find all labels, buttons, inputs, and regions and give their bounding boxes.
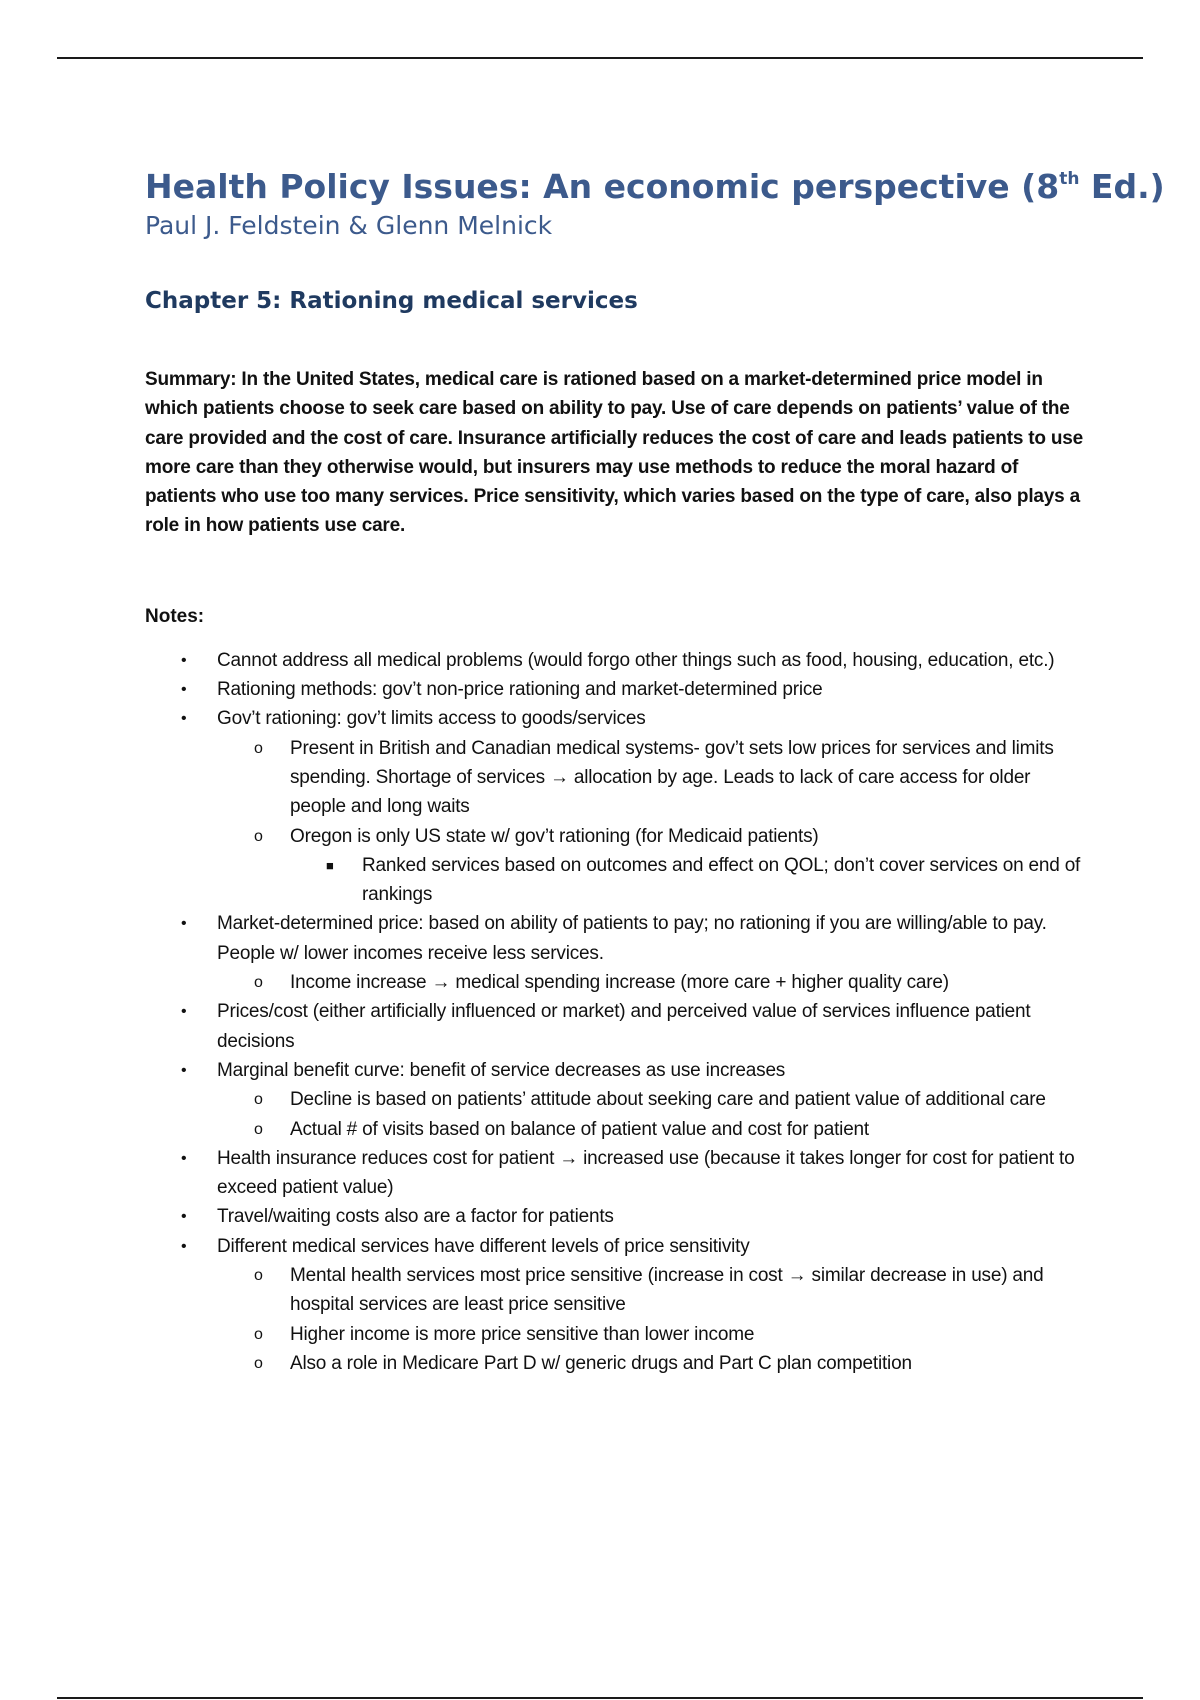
square-marker: ■ xyxy=(326,857,334,873)
bullet-marker: • xyxy=(181,1149,187,1167)
list-item-text: Marginal benefit curve: benefit of service decreases as use increases xyxy=(217,1059,786,1081)
title-main: Health Policy Issues: An economic perspective (8 xyxy=(145,167,1060,206)
list-item-text: Gov’t rationing: gov’t limits access to goods/services xyxy=(217,708,646,730)
notes-label: Notes: xyxy=(145,605,205,627)
circle-marker: o xyxy=(254,1091,263,1109)
circle-marker: o xyxy=(254,1325,263,1343)
list-item xyxy=(145,968,1090,997)
bullet-marker: • xyxy=(181,915,187,933)
list-item xyxy=(145,997,1090,1056)
list-item-text: Cannot address all medical problems (would forgo other things such as food, housing, education, etc.) xyxy=(217,649,1055,671)
list-item xyxy=(145,1056,1090,1085)
list-item xyxy=(145,646,1090,675)
list-item xyxy=(145,1349,1090,1378)
circle-marker: o xyxy=(254,827,263,845)
bullet-marker: • xyxy=(181,1061,187,1079)
list-item xyxy=(145,1085,1090,1114)
list-item-text: Income increase → medical spending increase (more care + higher quality care) xyxy=(290,972,949,994)
summary-paragraph: Summary: In the United States, medical care is rationed based on a market-determined price model in which patients choose to seek care based on ability to pay. Use of care depends on patients’ value of the care provided and the cost of care. Insurance artificially reduces the cost of care and leads patients to use more care than they otherwise would, but insurers may use methods to reduce the moral hazard of patients who use too many services. Price sensitivity, which varies based on the type of care, also plays a role in how patients use care. xyxy=(145,369,1084,537)
bullet-marker: • xyxy=(181,1208,187,1226)
bullet-marker: • xyxy=(181,1237,187,1255)
list-item-text: Ranked services based on outcomes and effect on QOL; don’t cover services on end of rankings xyxy=(362,854,1081,906)
list-item xyxy=(145,1261,1090,1320)
bottom-rule xyxy=(57,1697,1143,1699)
circle-marker: o xyxy=(254,1354,263,1372)
list-item xyxy=(145,1320,1090,1349)
list-item-text: Decline is based on patients’ attitude about seeking care and patient value of additional care xyxy=(290,1089,1046,1111)
list-item-text: Market-determined price: based on ability of patients to pay; no rationing if you are willing/able to pay. People w/ lower incomes receive less services. xyxy=(217,913,1047,964)
list-item-text: Higher income is more price sensitive than lower income xyxy=(290,1323,755,1345)
list-item xyxy=(145,734,1090,822)
bullet-marker: • xyxy=(181,1003,187,1021)
title-end: Ed.) xyxy=(1079,167,1165,206)
bullet-marker: • xyxy=(181,651,187,669)
list-item-text: Oregon is only US state w/ gov’t rationing (for Medicaid patients) xyxy=(290,825,819,847)
bullet-marker: • xyxy=(181,710,187,728)
title-superscript: th xyxy=(1059,169,1080,189)
list-item-text: Mental health services most price sensitive (increase in cost → similar decrease in use) and hospital services are least price sensitive xyxy=(290,1265,1044,1316)
list-item-text: Travel/waiting costs also are a factor for patients xyxy=(217,1206,614,1228)
list-item-text: Actual # of visits based on balance of patient value and cost for patient xyxy=(290,1118,870,1140)
list-item-text: Different medical services have different levels of price sensitivity xyxy=(217,1235,750,1257)
list-item xyxy=(145,822,1090,851)
list-item xyxy=(145,1144,1090,1203)
notes-list xyxy=(145,646,1090,1378)
document-authors: Paul J. Feldstein & Glenn Melnick xyxy=(145,211,553,240)
list-item-text: Prices/cost (either artificially influenced or market) and perceived value of services influence patient decisions xyxy=(217,1001,1031,1052)
circle-marker: o xyxy=(254,974,263,992)
chapter-heading: Chapter 5: Rationing medical services xyxy=(145,288,638,314)
top-rule xyxy=(57,57,1143,59)
list-item-text: Present in British and Canadian medical systems- gov’t sets low prices for services and limits spending. Shortage of services → allocation by age. Leads to lack of care access for older people and long waits xyxy=(290,737,1054,818)
circle-marker: o xyxy=(254,739,263,757)
list-item-text: Health insurance reduces cost for patient → increased use (because it takes longer for cost for patient to exceed patient value) xyxy=(217,1147,1075,1199)
list-item-text: Also a role in Medicare Part D w/ generic drugs and Part C plan competition xyxy=(290,1352,912,1374)
circle-marker: o xyxy=(254,1267,263,1285)
list-item xyxy=(145,675,1090,704)
list-item xyxy=(145,1202,1090,1231)
list-item xyxy=(145,1232,1090,1261)
list-item-text: Rationing methods: gov’t non-price rationing and market-determined price xyxy=(217,679,823,701)
list-item xyxy=(145,1115,1090,1144)
document-title xyxy=(145,165,1165,209)
list-item xyxy=(145,909,1090,968)
bullet-marker: • xyxy=(181,681,187,699)
circle-marker: o xyxy=(254,1120,263,1138)
list-item xyxy=(145,851,1090,910)
list-item xyxy=(145,704,1090,733)
document-body xyxy=(145,165,1165,1378)
